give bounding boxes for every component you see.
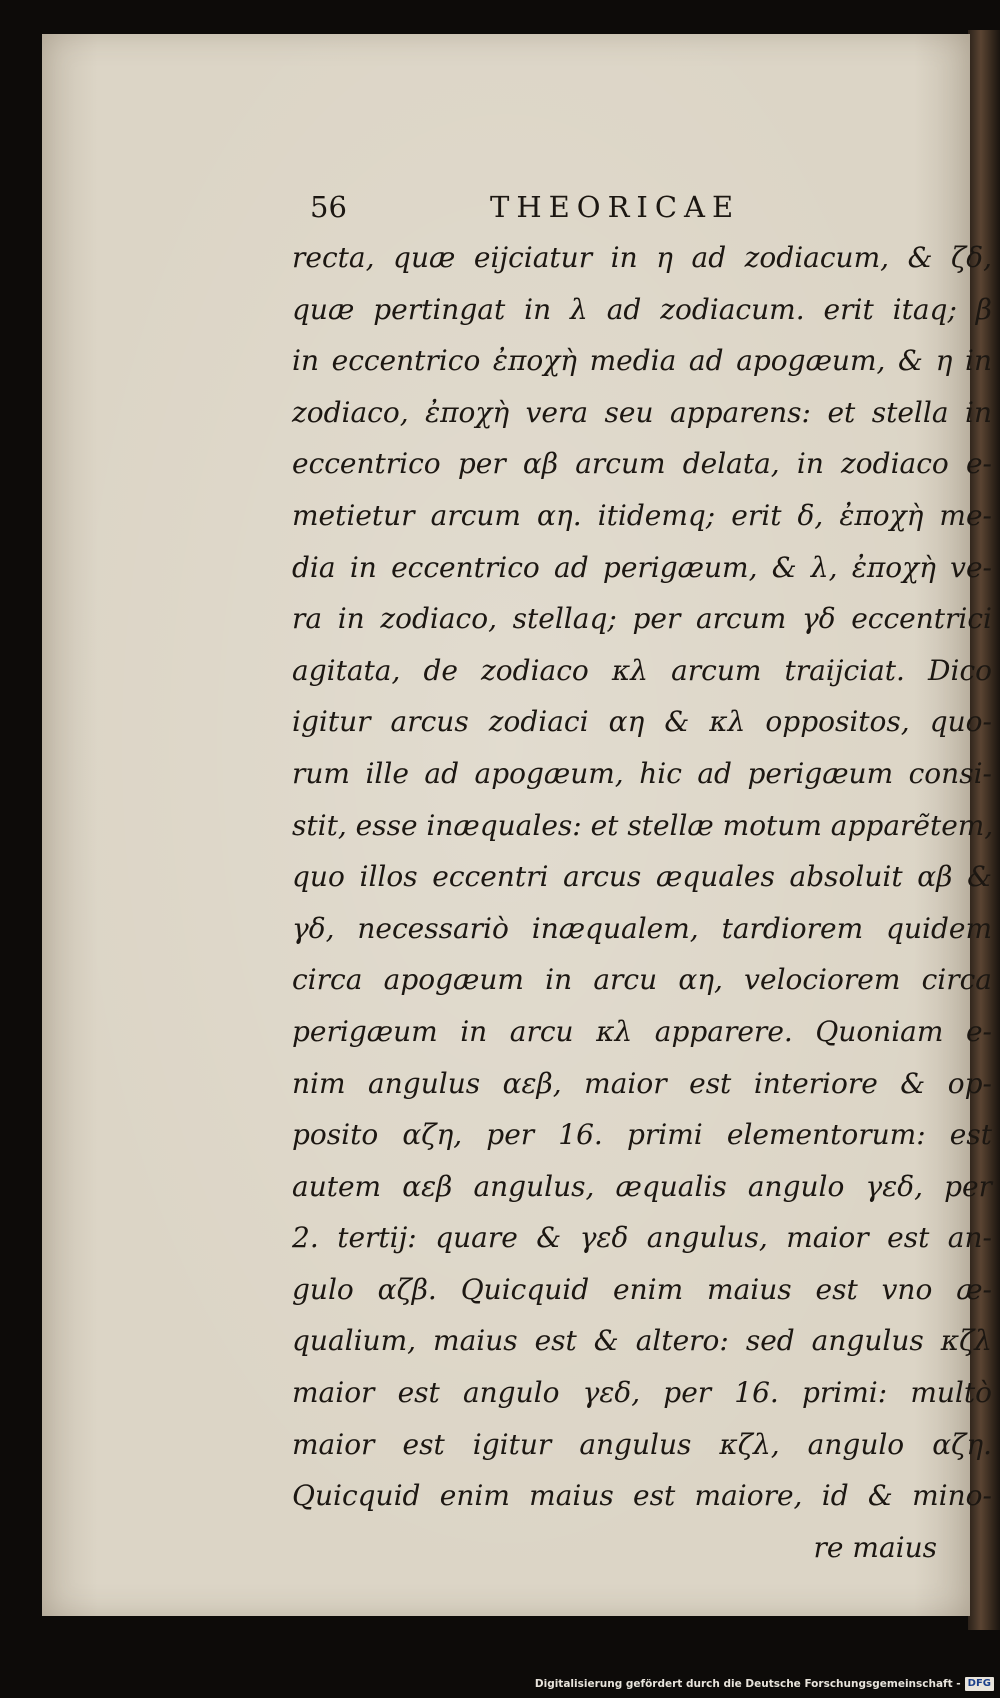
- text-line: autem αεβ angulus, æqualis angulo γεδ, per: [292, 1169, 992, 1203]
- text-line: 2. tertij: quare & γεδ angulus, maior est an-: [292, 1221, 992, 1255]
- text-line: maior est angulo γεδ, per 16. primi: multò: [292, 1376, 992, 1410]
- text-line: zodiaco, ἐποχὴ vera seu apparens: et stella in: [292, 395, 992, 429]
- text-line: gulo αζβ. Quicquid enim maius est vno æ-: [292, 1272, 992, 1306]
- text-line: metietur arcum αη. itidemq; erit δ, ἐποχὴ me-: [292, 498, 992, 532]
- text-line: eccentrico per αβ arcum delata, in zodiaco e-: [292, 447, 992, 481]
- text-line: circa apogæum in arcu αη, velociorem circa: [292, 963, 992, 997]
- text-line: maior est igitur angulus κζλ, angulo αζη.: [292, 1427, 992, 1461]
- running-head: [292, 184, 992, 230]
- text-line: agitata, de zodiaco κλ arcum traijciat. Dico: [292, 653, 992, 687]
- text-block: [292, 184, 992, 1573]
- body-text: [292, 232, 992, 1573]
- digitization-credit: [535, 1674, 994, 1694]
- text-line: dia in eccentrico ad perigæum, & λ, ἐποχὴ ve-: [292, 550, 992, 584]
- text-line: qualium, maius est & altero: sed angulus κζλ: [292, 1324, 992, 1358]
- text-line: igitur arcus zodiaci αη & κλ oppositos, quo-: [292, 705, 992, 739]
- text-line: posito αζη, per 16. primi elementorum: est: [292, 1118, 992, 1152]
- credit-text: Digitalisierung gefördert durch die Deutsche Forschungsgemeinschaft -: [534, 1678, 961, 1690]
- running-head-title: THEORICAE: [490, 190, 741, 224]
- text-line: perigæum in arcu κλ apparere. Quoniam e-: [292, 1014, 992, 1048]
- text-line: in eccentrico ἐποχὴ media ad apogæum, & η in: [292, 344, 992, 378]
- text-line: stit, esse inæquales: et stellæ motum apparẽtem,: [292, 808, 994, 842]
- text-line: rum ille ad apogæum, hic ad perigæum consi-: [292, 756, 992, 790]
- text-line: γδ, necessariò inæqualem, tardiorem quidem: [292, 911, 992, 945]
- text-line: quo illos eccentri arcus æquales absoluit αβ &: [292, 860, 992, 894]
- book-page: [42, 34, 994, 1616]
- text-line: quæ pertingat in λ ad zodiacum. erit itaq; β: [292, 292, 992, 326]
- text-line: nim angulus αεβ, maior est interiore & op-: [292, 1066, 992, 1100]
- text-line: recta, quæ eijciatur in η ad zodiacum, & ζδ,: [292, 241, 992, 274]
- dfg-logo: DFG: [965, 1677, 994, 1691]
- catchword-row: [292, 1522, 992, 1574]
- catchword: re maius: [813, 1530, 937, 1564]
- text-line: ra in zodiaco, stellaq; per arcum γδ eccentrici: [292, 602, 992, 636]
- page-number: 56: [310, 190, 347, 224]
- text-line: Quicquid enim maius est maiore, id & mino-: [292, 1479, 992, 1513]
